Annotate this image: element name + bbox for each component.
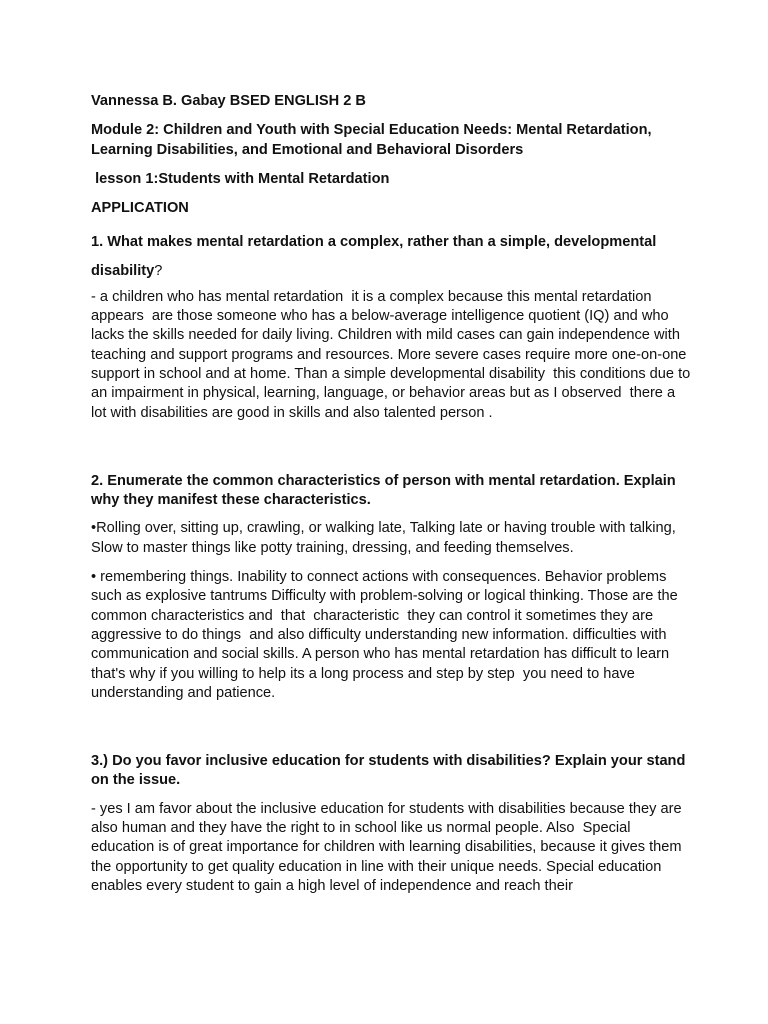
section-heading: APPLICATION xyxy=(91,200,189,217)
spacer xyxy=(91,713,691,752)
question-1-block xyxy=(91,229,695,422)
question-1-term: disability xyxy=(91,263,155,280)
question-2-block xyxy=(91,472,691,703)
lesson-title: lesson 1:Students with Mental Retardation xyxy=(91,170,390,187)
question-1-mark: ? xyxy=(154,263,163,280)
question-2: 2. Enumerate the common characteristics of person with mental retardation. Explain why they manifest these characteristics. xyxy=(91,472,676,509)
question-3: 3.) Do you favor inclusive education for students with disabilities? Explain your stand on the issue. xyxy=(91,753,686,789)
answer-2-bullet-2: • remembering things. Inability to connect actions with consequences. Behavior problems such as explosive tantrums Difficulty with problem-solving or logical thinking. Those are the common characteristics and that characteristic they can control it sometimes they are aggressive to do things and also difficulty understanding new information. difficulties with communication and social skills. A person who has mental retardation has difficult to learn that's why if you willing to help its a long process and step by step you need to have understanding and patience. xyxy=(91,569,682,701)
question-3-block xyxy=(91,752,691,896)
answer-1: - a children who has mental retardation it is a complex because this mental retardation appears are those someone who has a below-average intelligence quotient (IQ) and who lacks the skills needed for daily living. Children with mild cases can gain independence with teaching and support programs and resources. More severe cases require more one-on-one support in school and at home. Than a simple developmental disability this conditions due to an impairment in physical, learning, language, or behavior areas but as I observed there a lot with disabilities are good in skills and also talented person . xyxy=(91,288,695,421)
spacer xyxy=(91,433,691,472)
question-1-line1: 1. What makes mental retardation a complex, rather than a simple, developmental xyxy=(91,234,657,251)
module-title: Module 2: Children and Youth with Special Education Needs: Mental Retardation, Learning Disabilities, and Emotional and Behavioral Disorders xyxy=(91,122,652,158)
answer-2-bullet-1: •Rolling over, sitting up, crawling, or walking late, Talking late or having trouble with talking, Slow to master things like potty training, dressing, and feeding themselves. xyxy=(91,520,676,556)
document-body xyxy=(91,92,695,906)
question-1-line2 xyxy=(91,262,691,281)
answer-3: - yes I am favor about the inclusive education for students with disabilities because they are also human and they have the right to in school like us normal people. Also Special education is of great importance for children with learning disabilities, because it gives them the opportunity to get quality education in line with their unique needs. Special education enables every student to gain a high level of independence and reach their xyxy=(91,800,686,894)
author-line: Vannessa B. Gabay BSED ENGLISH 2 B xyxy=(91,93,366,109)
